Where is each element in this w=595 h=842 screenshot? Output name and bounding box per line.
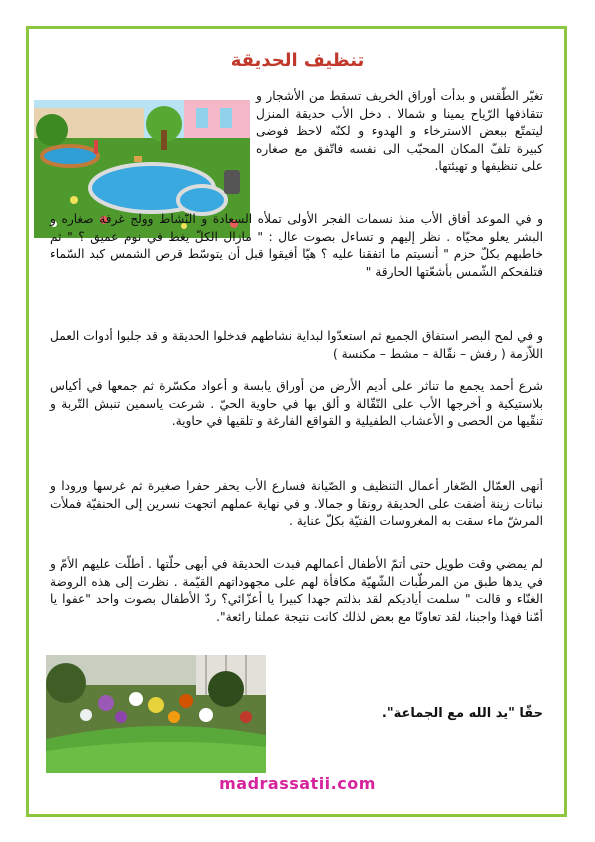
paragraph-6: لم يمضي وقت طويل حتى أتمّ الأطفال أعمالهم فبدت الحديقة في أبهى حلّتها . أطلّت عليهم الأمّ و في يدها طبق من المرطّبات الشّهيّة مكافأة لهم على مجهوداتهم القيّمة . نظرت إلى هذه الروضة الغنّاء و قالت " سلمت أياديكم لقد بذلتم جهدا كبيرا يا أعزّائي؟ ردّ الأطفال بصوت واحد "عفوا يا أمّنا فهذا واجبنا، لقد تعاونّا مع بعض لذلك كانت نتيجة عملنا رائعة". — [50, 557, 543, 624]
paragraph-4: شرع أحمد يجمع ما تناثر على أديم الأرض من أوراق يابسة و أعواد مكسّرة ثم جمعها في أكياس بلاستيكية و أخرجها الأب على النّقّالة و ألق بها في حاوية الحيّ . شرعت ياسمين تنبش التّربة و تنقّيها من الحصى و الأعشاب الطفيلية و القواقع الفارغة و تلقيها في حاوية. — [50, 379, 543, 429]
paragraph-3: و في لمح البصر استفاق الجميع ثم استعدّوا لبداية نشاطهم فدخلوا الحديقة و قد جلبوا أدوات العمل اللاّزمة ( رفش – نقّالة – مشط – مكنسة ) — [50, 329, 543, 361]
closing-saying: حقّا "يد الله مع الجماعة". — [381, 706, 543, 721]
flower-garden-photo — [46, 655, 266, 773]
page-title: تنظيف الحديقة — [230, 50, 365, 71]
website-footer[interactable]: madrassatii.com — [219, 774, 376, 793]
paragraph-1: تغيّر الطّقس و بدأت أوراق الخريف تسقط من الأشجار و تتقاذفها الرّياح يمينا و شمالا . دخل الأب حديقة المنزل ليتمتّع ببعض الاسترخاء و الهدوء و لكنّه لاحظ فوضى كبيرة تلفّ المكان المحبّب الى نفسه فاتّفق مع صغاره على تنظيفها و تهيئتها. — [256, 89, 543, 174]
paragraph-5: أنهى العمّال الصّغار أعمال التنظيف و الصّيانة فسارع الأب يحفر حفرا صغيرة ثم غرسها ورودا و نباتات زينة أضفت على الحديقة رونقا و جمالا. و في نهاية عملهم اتجهت نسرين إلى الحنفيّة فملأت المرشّ ماء سقت به المغروسات الفتيّة بكلّ عناية . — [50, 479, 543, 529]
paragraph-2: و في الموعد أفاق الأب منذ نسمات الفجر الأولى تملأه السعادة و النّشاط وولج غرفة صغاره و البشر يعلو محيّاه . نظر إليهم و تساءل بصوت عال : " مازال الكلّ يغط في نوم عميق ؟ " ثم خاطبهم بكلّ حزم " أنسيتم ما اتفقنا عليه ؟ هيّا أفيقوا قبل أن يتوسّط قرص الشمس كبد السّماء فتلفحكم الشّمس بأشعّتها الحارقة " — [50, 212, 543, 279]
